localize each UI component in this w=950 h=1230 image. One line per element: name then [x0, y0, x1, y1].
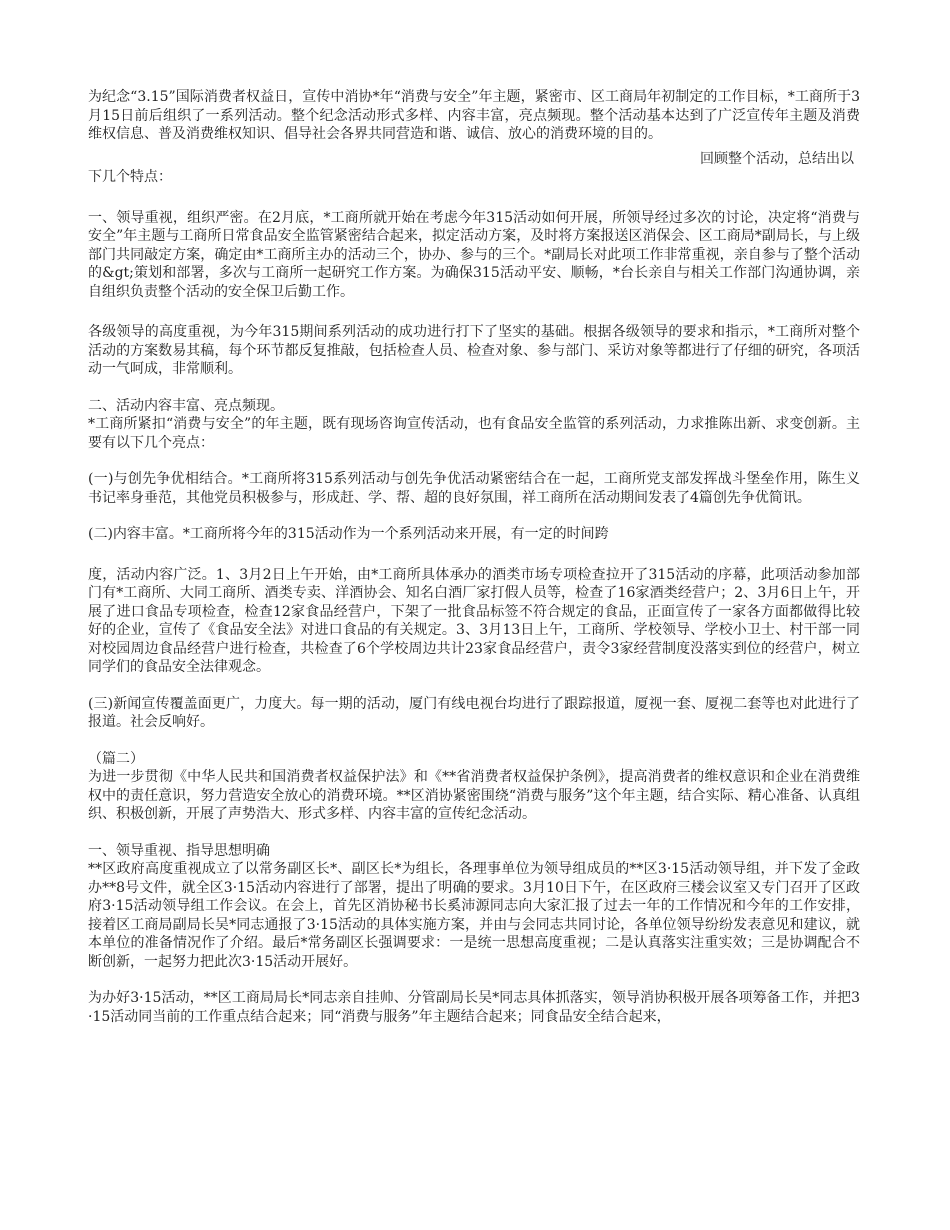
highlight-2-continuation: 度，活动内容广泛。1、3月2日上午开始，由*工商所具体承办的酒类市场专项检查拉开了315活动的序幕，此项活动参加部门有*工商所、大同工商所、酒类专卖、洋酒协会、知名白酒厂家打假人员等，检查了16家酒类经营户；2、3月6日上午，开展了进口食品专项检查，检查12家食品经营户，下架了一批食品标签不符合规定的食品，正面宣传了一家各方面都做得比较好的企业，宣传了《食品安全法》对进口食品的有关规定。3、3月13日上午，工商所、学校领导、学校小卫士、村干部一同对校园周边食品经营户进行检查，共检查了6个学校周边共计23家食品经营户，责令3家经营制度没落实到位的经营户，树立同学们的食品安全法律观念。	[88, 566, 860, 675]
leadership-paragraph: 各级领导的高度重视，为今年315期间系列活动的成功进行打下了坚实的基础。根据各级领导的要求和指示，*工商所对整个活动的方案数易其稿，每个环节都反复推敲，包括检查人员、检查对象、参与部门、采访对象等都进行了仔细的研究，各项活动一气呵成，非常顺利。	[88, 324, 860, 377]
highlight-1-paragraph: (一)与创先争优相结合。*工商所将315系列活动与创先争优活动紧密结合在一起，工商所党支部发挥战斗堡垒作用，陈生义书记率身垂范，其他党员积极参与，形成赶、学、帮、超的良好氛围，祥工商所在活动期间发表了4篇创先争优简讯。	[88, 471, 860, 506]
part-two-heading: （篇二）	[88, 750, 144, 767]
section-1-paragraph: 一、领导重视，组织严密。在2月底，*工商所就开始在考虑今年315活动如何开展，所领导经过多次的讨论，决定将“消费与安全”年主题与工商所日常食品安全监管紧密结合起来，拟定活动方案，及时将方案报送区消保会、区工商局*副局长，与上级部门共同敲定方案，确定由*工商所主办的活动三个，协办、参与的三个。*副局长对此项工作非常重视，亲自参与了整个活动的&gt;策划和部署，多次与工商所一起研究工作方案。为确保315活动平安、顺畅，*台长亲自与相关工作部门沟通协调，亲自组织负责整个活动的安全保卫后勤工作。	[88, 209, 860, 300]
section-2-heading: 二、活动内容丰富、亮点频现。	[88, 397, 284, 414]
summary-lead-text: 回顾整个活动，总结出以	[700, 150, 854, 167]
district-government-paragraph: **区政府高度重视成立了以常务副区长*、副区长*为组长，各理事单位为领导组成员的**区3·15活动领导组，并下发了金政办**8号文件，就全区3·15活动内容进行了部署，提出了明确的要求。3月10日下午，在区政府三楼会议室又专门召开了区政府3·15活动领导组工作会议。在会上，首先区消协秘书长奚沛源同志向大家汇报了过去一年的工作情况和今年的工作安排，接着区工商局副局长吴*同志通报了3·15活动的具体实施方案，并由与会同志共同讨论，各单位领导纷纷发表意见和建议，就本单位的准备情况作了介绍。最后*常务副区长强调要求：一是统一思想高度重视；二是认真落实注重实效；三是协调配合不断创新，一起努力把此次3·15活动开展好。	[88, 861, 860, 970]
section-2-intro-paragraph: *工商所紧扣“消费与安全”的年主题，既有现场咨询宣传活动，也有食品安全监管的系列活动，力求推陈出新、求变创新。主要有以下几个亮点：	[88, 416, 860, 451]
part-two-intro-paragraph: 为进一步贯彻《中华人民共和国消费者权益保护法》和《**省消费者权益保护条例》，提高消费者的维权意识和企业在消费维权中的责任意识，努力营造安全放心的消费环境。**区消协紧密围绕“消费与服务”这个年主题，结合实际、精心准备、认真组织、积极创新，开展了声势浩大、形式多样、内容丰富的宣传纪念活动。	[88, 769, 860, 822]
preparation-paragraph: 为办好3·15活动，**区工商局局长*同志亲自挂帅、分管副局长吴*同志具体抓落实，领导消协积极开展各项筹备工作，并把3·15活动同当前的工作重点结合起来；同“消费与服务”年主题结合起来；同食品安全结合起来，	[88, 990, 860, 1025]
highlight-3-paragraph: (三)新闻宣传覆盖面更广，力度大。每一期的活动，厦门有线电视台均进行了跟踪报道，厦视一套、厦视二套等也对此进行了报道。社会反响好。	[88, 695, 860, 730]
intro-paragraph: 为纪念“3.15”国际消费者权益日，宣传中消协*年“消费与安全”年主题，紧密市、区工商局年初制定的工作目标，*工商所于3月15日前后组织了一系列活动。整个纪念活动形式多样、内容丰富，亮点频现。整个活动基本达到了广泛宣传年主题及消费维权信息、普及消费维权知识、倡导社会各界共同营造和谐、诚信、放心的消费环境的目的。	[88, 89, 860, 142]
highlight-2-paragraph: (二)内容丰富。*工商所将今年的315活动作为一个系列活动来开展，有一定的时间跨	[88, 526, 609, 542]
summary-lead-continuation: 下几个特点：	[88, 169, 172, 185]
document-page	[88, 88, 860, 1026]
part-two-section-1-heading: 一、领导重视、指导思想明确	[88, 842, 270, 859]
